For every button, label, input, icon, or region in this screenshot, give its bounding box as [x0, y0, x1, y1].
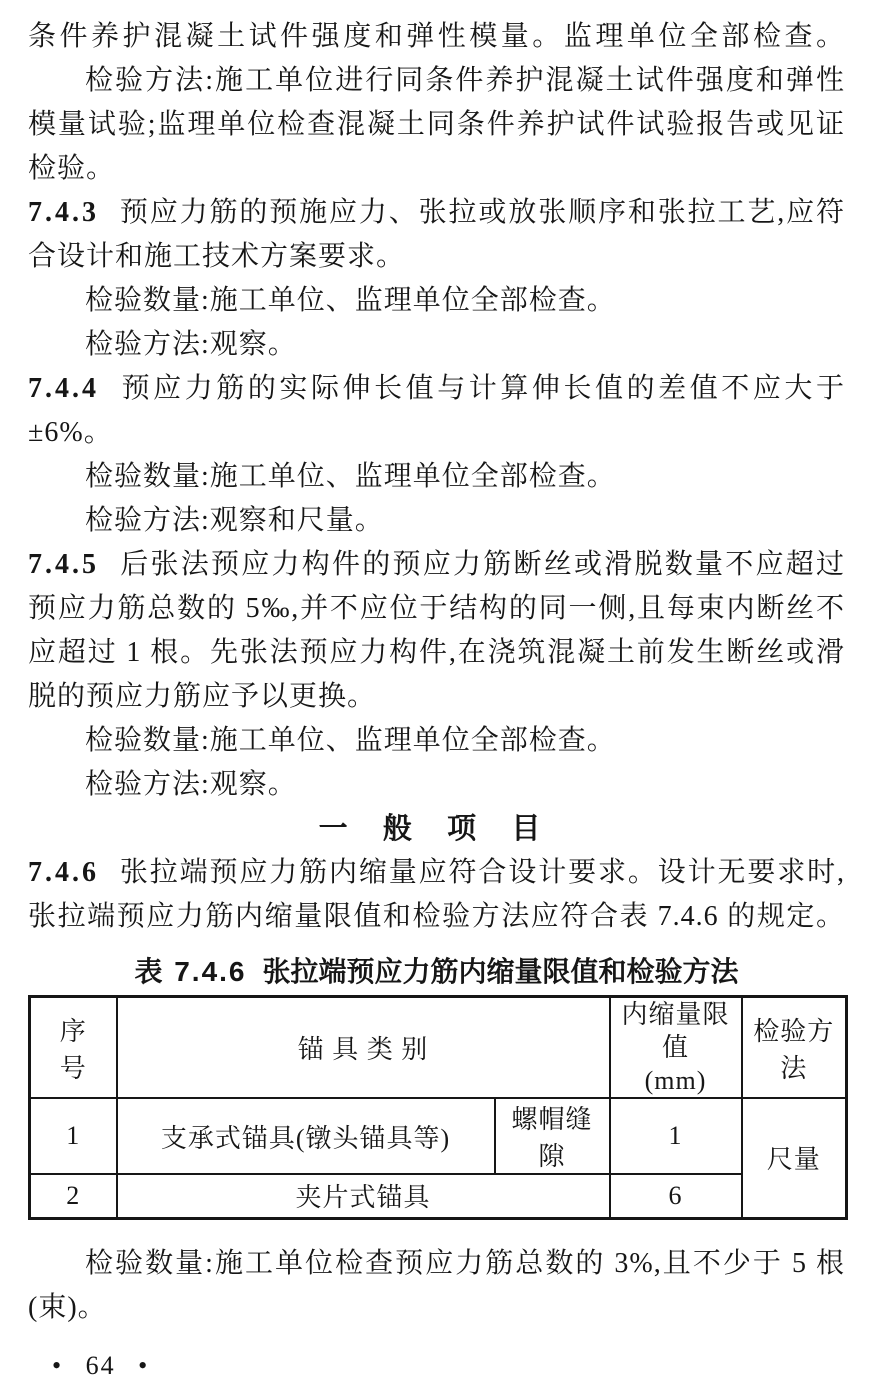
clause-line-7-4-5 [28, 543, 845, 587]
cell-subcategory: 螺帽缝隙 [495, 1098, 610, 1174]
clause-line-7-4-3 [28, 191, 845, 235]
table-caption [28, 951, 845, 993]
clause-line-7-4-4 [28, 367, 845, 411]
table-caption-title: 张拉端预应力筋内缩量限值和检验方法 [262, 956, 739, 987]
clause-text: 预应力筋的预施应力、张拉或放张顺序和张拉工艺,应符 [119, 197, 845, 228]
header-cell-category: 锚 具 类 别 [117, 997, 610, 1099]
clause-number: 7.4.3 [28, 197, 99, 228]
body-line: 检验数量:施工单位、监理单位全部检查。 [85, 461, 616, 492]
clause-text: 张拉端预应力筋内缩量应符合设计要求。设计无要求时, [119, 857, 845, 888]
body-line: 检验数量:施工单位、监理单位全部检查。 [85, 725, 616, 756]
body-line: 检验数量:施工单位检查预应力筋总数的 3%,且不少于 5 根 [85, 1247, 845, 1279]
table-row [30, 1098, 847, 1174]
table-row [30, 1174, 847, 1218]
body-line: 检验方法:施工单位进行同条件养护混凝土试件强度和弹性 [85, 65, 845, 96]
body-line: 检验。 [28, 153, 116, 184]
table-7-4-6 [28, 995, 848, 1220]
body-line: 模量试验;监理单位检查混凝土同条件养护试件试验报告或见证 [28, 109, 845, 140]
body-line: 检验方法:观察。 [85, 329, 297, 360]
clause-number: 7.4.5 [28, 549, 99, 580]
body-line: 条件养护混凝土试件强度和弹性模量。监理单位全部检查。 [28, 21, 845, 52]
cell-method: 尺量 [742, 1098, 847, 1218]
table-caption-label: 表 7.4.6 [134, 956, 247, 987]
section-heading: 一 般 项 目 [318, 813, 555, 845]
cell-category: 夹片式锚具 [117, 1174, 610, 1218]
clause-text: 后张法预应力构件的预应力筋断丝或滑脱数量不应超过 [119, 549, 845, 580]
body-line: (束)。 [28, 1291, 107, 1323]
cell-category: 支承式锚具(镦头锚具等) [117, 1098, 495, 1174]
body-line: 检验方法:观察和尺量。 [85, 505, 384, 536]
body-line: 应超过 1 根。先张法预应力构件,在浇筑混凝土前发生断丝或滑 [28, 637, 845, 668]
header-limit-line1: 内缩量限值 [621, 1000, 730, 1062]
cell-seq: 1 [30, 1098, 117, 1174]
cell-limit: 6 [610, 1174, 742, 1218]
cell-limit: 1 [610, 1098, 742, 1174]
page-number: • 64 • [52, 1350, 150, 1380]
clause-text: 预应力筋的实际伸长值与计算伸长值的差值不应大于 [119, 373, 845, 404]
body-line: 检验数量:施工单位、监理单位全部检查。 [85, 285, 616, 316]
clause-number: 7.4.4 [28, 373, 99, 404]
header-cell-seq: 序 号 [30, 997, 117, 1099]
body-line: 合设计和施工技术方案要求。 [28, 241, 406, 272]
table-header-row [30, 997, 847, 1099]
cell-seq: 2 [30, 1174, 117, 1218]
clause-number: 7.4.6 [28, 857, 99, 888]
clause-line-7-4-6 [28, 851, 845, 895]
body-line: 检验方法:观察。 [85, 769, 297, 800]
header-limit-line2: (mm) [644, 1066, 707, 1095]
header-cell-limit [610, 997, 742, 1099]
body-line: 预应力筋总数的 5‰,并不应位于结构的同一侧,且每束内断丝不 [28, 593, 845, 624]
body-line: ±6%。 [28, 417, 113, 448]
body-line: 张拉端预应力筋内缩量限值和检验方法应符合表 7.4.6 的规定。 [28, 901, 845, 932]
body-line: 脱的预应力筋应予以更换。 [28, 681, 377, 712]
header-cell-method: 检验方法 [742, 997, 847, 1099]
